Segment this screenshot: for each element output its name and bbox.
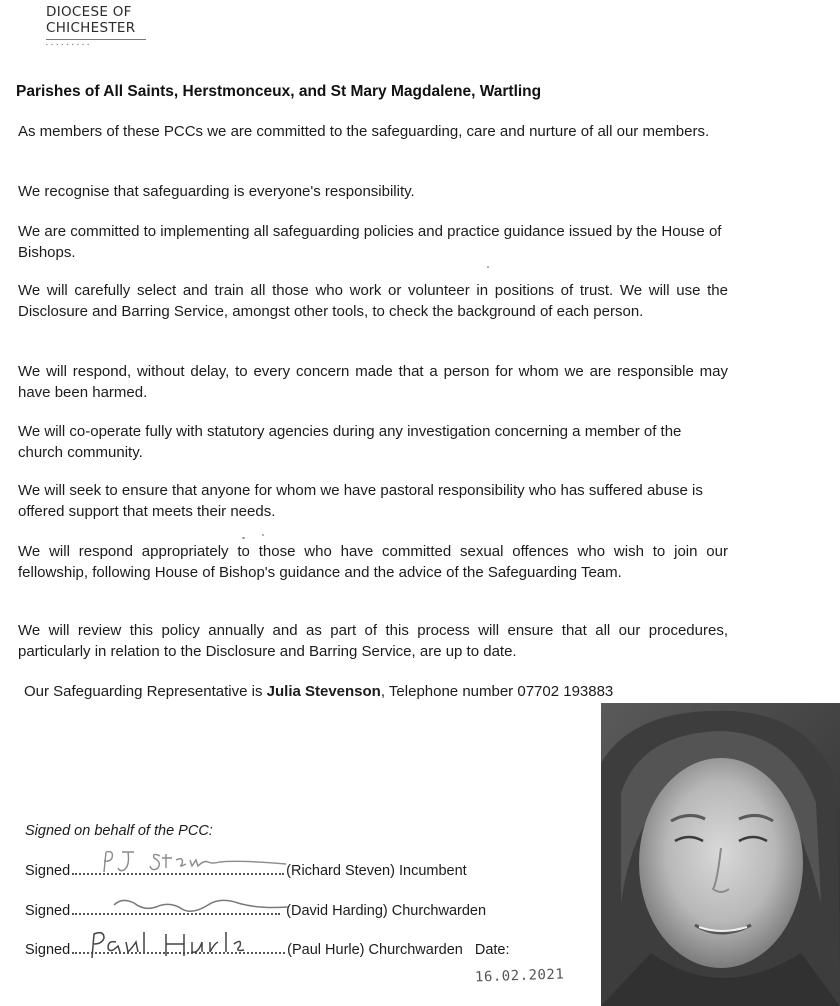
logo-tagline-mark: ▪ ▪ ▪ ▪ ▪ ▪ ▪ ▪ ▪ (46, 42, 91, 48)
signature-paul-hurle (86, 928, 246, 962)
paragraph-selection: We will carefully select and train all those who work or volunteer in positions of trust. We will use the Disclosure and Barring Service, amongst other tools, to check the background of each person. (18, 282, 728, 320)
signature-david-harding (112, 893, 292, 917)
scan-speck (242, 537, 245, 539)
diocese-logo (46, 4, 156, 48)
signed-label: Signed (25, 863, 71, 879)
document-title: Parishes of All Saints, Herstmonceux, and St Mary Magdalene, Wartling (16, 83, 542, 100)
paragraph-respond-concern: We will respond, without delay, to every concern made that a person for whom we are responsible may have been harmed. (18, 363, 728, 401)
paragraph-review: We will review this policy annually and as part of this process will ensure that all our procedures, particularly in relation to the Disclosure and Barring Service, are up to date. (18, 622, 728, 660)
signed-label: Signed (25, 903, 71, 919)
paragraph-responsibility: We recognise that safeguarding is everyone's responsibility. (18, 183, 415, 200)
signatory-paul-hurle: (Paul Hurle) Churchwarden (287, 942, 463, 958)
signature-richard-steven (100, 846, 290, 878)
representative-suffix: , Telephone number 07702 193883 (380, 683, 614, 700)
paragraph-offenders: We will respond appropriately to those who have committed sexual offences who wish to join our fellowship, following House of Bishop's guidance and the advice of the Safeguarding Team. (18, 543, 728, 581)
paragraph-commitment: As members of these PCCs we are committed to the safeguarding, care and nurture of all our members. (18, 123, 710, 140)
representative-line (24, 681, 744, 702)
signed-on-behalf-heading: Signed on behalf of the PCC: (25, 823, 213, 839)
signatory-richard-steven: (Richard Steven) Incumbent (286, 863, 467, 879)
logo-line-2: CHICHESTER (46, 20, 136, 36)
signed-label: Signed (25, 942, 71, 958)
representative-name: Julia Stevenson (266, 683, 381, 700)
logo-line-1: DIOCESE OF (46, 4, 132, 20)
signatory-david-harding: (David Harding) Churchwarden (282, 903, 487, 919)
handwritten-date: 16.02.2021 (474, 966, 565, 986)
paragraph-policies: We are committed to implementing all safeguarding policies and practice guidance issued by the House of Bishops. (18, 223, 722, 261)
portrait-photo (601, 703, 840, 1006)
paragraph-cooperate: We will co-operate fully with statutory agencies during any investigation concerning a member of the church community. (18, 423, 682, 461)
scan-speck (262, 534, 264, 536)
scan-speck (487, 266, 489, 268)
paragraph-support: We will seek to ensure that anyone for whom we have pastoral responsibility who has suffered abuse is offered support that meets their needs. (18, 482, 703, 520)
representative-prefix: Our Safeguarding Representative is (24, 683, 267, 700)
date-label: Date: (474, 942, 510, 958)
logo-rule (46, 39, 146, 40)
